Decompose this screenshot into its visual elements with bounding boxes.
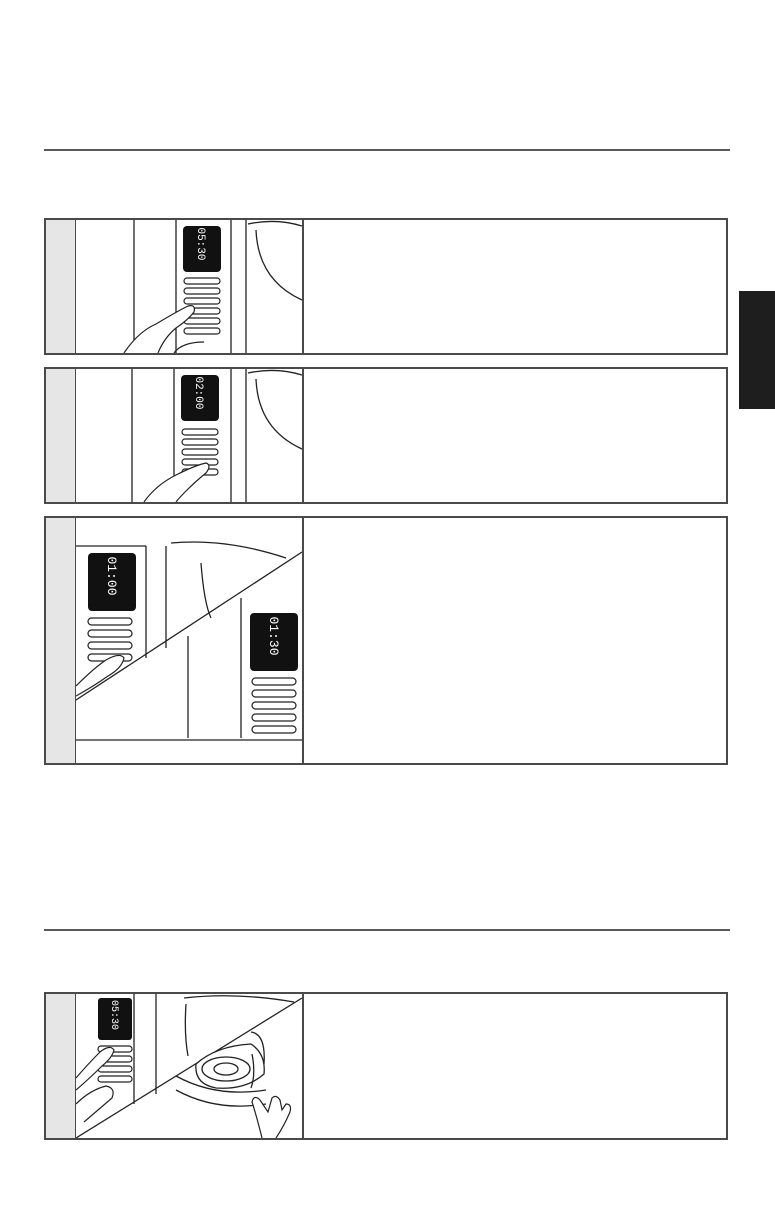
section-divider-top xyxy=(44,149,730,151)
step-text xyxy=(304,994,726,1138)
step-panel-1 xyxy=(44,218,728,355)
step-panel-4 xyxy=(44,992,728,1140)
display-time-right: 01:30 xyxy=(266,616,281,656)
step-panel-3 xyxy=(44,516,728,765)
step-text xyxy=(304,220,726,353)
coffee-maker-control-panel-illustration xyxy=(76,369,302,502)
section-divider-bottom xyxy=(44,929,730,931)
step-text xyxy=(304,369,726,502)
step-illustration xyxy=(76,369,304,502)
coffee-maker-control-panel-illustration xyxy=(76,220,302,353)
display-time: 02:00 xyxy=(192,376,204,410)
step-panel-2 xyxy=(44,367,728,504)
coffee-maker-brew-illustration xyxy=(76,994,302,1138)
section-side-tab xyxy=(739,291,775,409)
step-number-bar xyxy=(46,994,76,1138)
step-number-bar xyxy=(46,518,76,763)
step-illustration xyxy=(76,994,304,1138)
step-illustration xyxy=(76,518,304,763)
step-illustration xyxy=(76,220,304,353)
step-number-bar xyxy=(46,220,76,353)
coffee-maker-control-panel-illustration xyxy=(76,518,302,763)
step-number-bar xyxy=(46,369,76,502)
step-text xyxy=(304,518,726,763)
display-time-left: 01:00 xyxy=(104,556,119,596)
display-time: 05:30 xyxy=(108,999,119,1031)
display-time: 05:30 xyxy=(194,227,206,261)
